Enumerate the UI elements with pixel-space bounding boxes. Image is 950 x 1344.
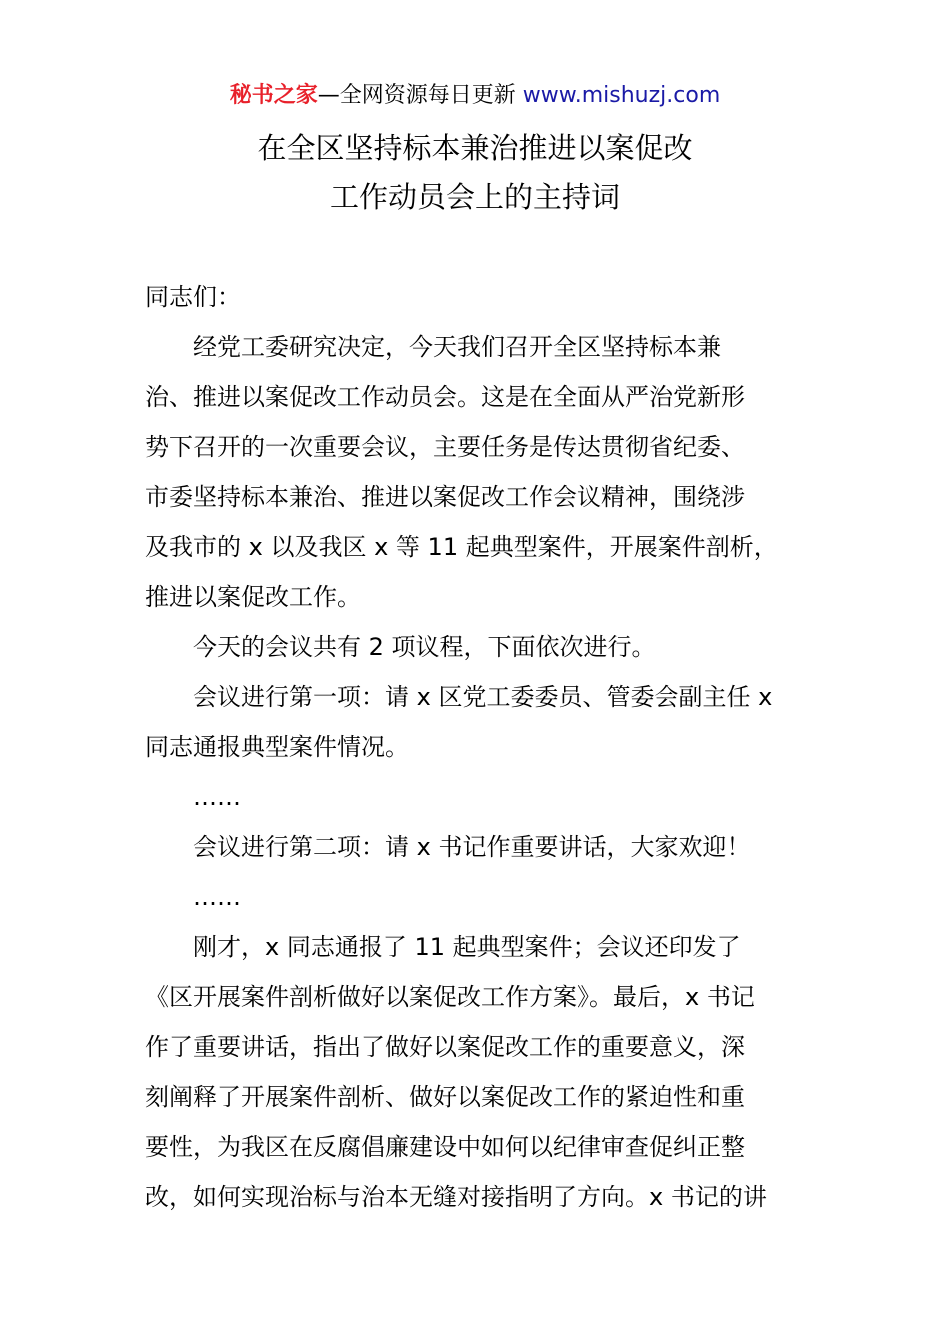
body-line: 会议进行第二项：请 x 书记作重要讲话，大家欢迎！ — [145, 833, 751, 861]
body-line: 及我市的 x 以及我区 x 等 11 起典型案件，开展案件剖析， — [145, 533, 778, 561]
body-line: 经党工委研究决定，今天我们召开全区坚持标本兼 — [145, 333, 721, 361]
body-line: 要性，为我区在反腐倡廉建设中如何以纪律审查促纠正整 — [145, 1133, 745, 1161]
body-line: …… — [145, 883, 241, 911]
body-line: 推进以案促改工作。 — [145, 583, 361, 611]
body-line: 市委坚持标本兼治、推进以案促改工作会议精神，围绕涉 — [145, 483, 745, 511]
body-line: …… — [145, 783, 241, 811]
body-line: 同志们： — [145, 283, 241, 311]
body-line: 同志通报典型案件情况。 — [145, 733, 409, 761]
body-line: 势下召开的一次重要会议，主要任务是传达贯彻省纪委、 — [145, 433, 745, 461]
body-line: 今天的会议共有 2 项议程，下面依次进行。 — [145, 633, 656, 661]
body-line: 《区开展案件剖析做好以案促改工作方案》。最后，x 书记 — [145, 983, 755, 1011]
body-line: 改，如何实现治标与治本无缝对接指明了方向。x 书记的讲 — [145, 1183, 767, 1211]
body-line: 治、推进以案促改工作动员会。这是在全面从严治党新形 — [145, 383, 745, 411]
body-line: 作了重要讲话，指出了做好以案促改工作的重要意义，深 — [145, 1033, 745, 1061]
site-tagline: —全网资源每日更新 — [317, 83, 523, 108]
site-brand: 秘书之家 — [229, 83, 318, 108]
body-line: 刻阐释了开展案件剖析、做好以案促改工作的紧迫性和重 — [145, 1083, 745, 1111]
document-body — [145, 272, 810, 1222]
site-header — [0, 80, 950, 112]
document-title-line-1: 在全区坚持标本兼治推进以案促改 — [257, 131, 693, 165]
site-url[interactable]: www.mishuzj.com — [522, 83, 721, 108]
document-title-line-2: 工作动员会上的主持词 — [329, 180, 620, 214]
body-line: 会议进行第一项：请 x 区党工委委员、管委会副主任 x — [145, 683, 773, 711]
body-line: 刚才，x 同志通报了 11 起典型案件；会议还印发了 — [145, 933, 741, 961]
